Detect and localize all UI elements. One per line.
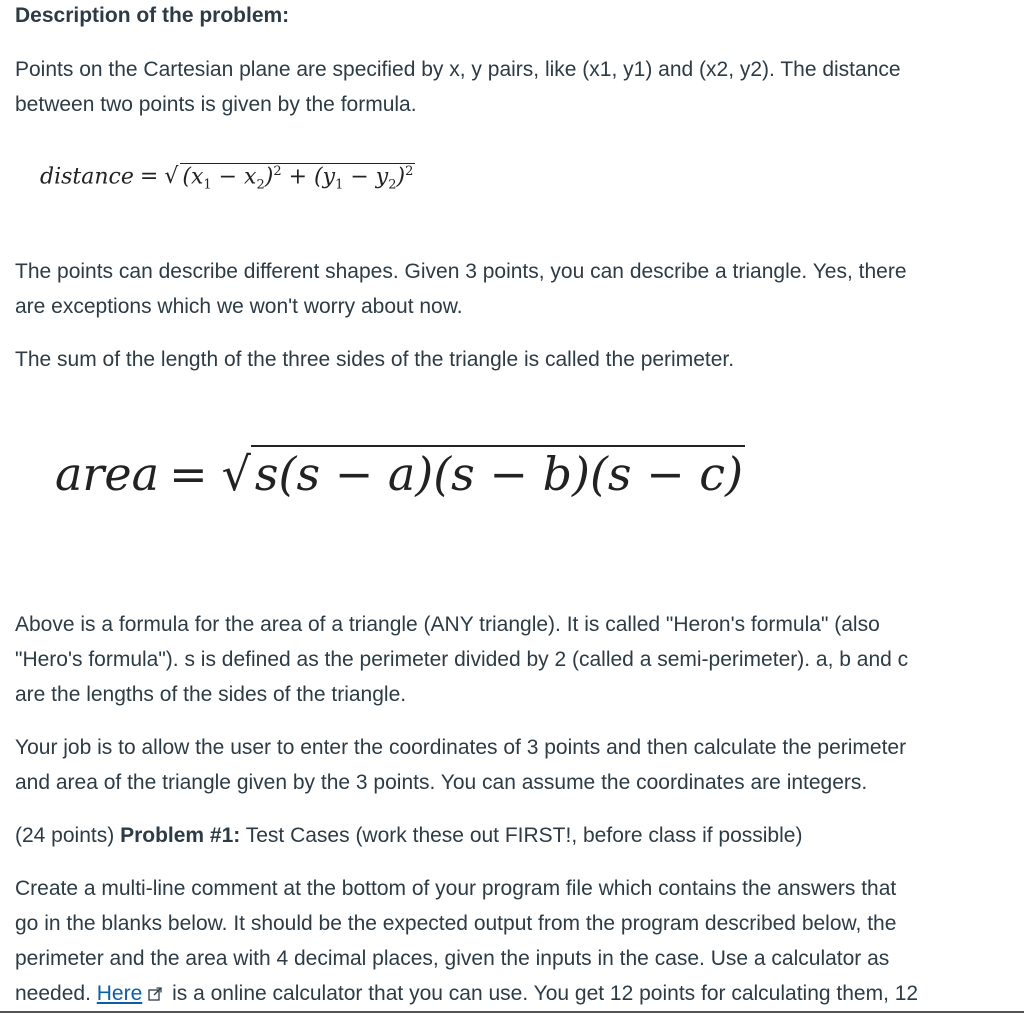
instructions-line-3: perimeter and the area with 4 decimal places, given the inputs in the case. Use a calculator as — [15, 947, 890, 970]
problem-label: Problem #1: — [120, 824, 241, 847]
distance-lhs: distance — [40, 164, 134, 190]
distance-sqrt-symbol: √ — [164, 164, 179, 190]
heron-line-3: are the lengths of the sides of the triangle. — [15, 683, 407, 706]
intro-paragraph — [15, 52, 1015, 122]
problem-heading-paragraph — [15, 818, 1015, 853]
distance-radicand: $(x_1 - x_2)^2 + (y_1 - y_2)^2$ — [182, 164, 414, 193]
distance-equals: = — [139, 164, 159, 190]
instructions-line-2: go in the blanks below. It should be the expected output from the program described below, the — [15, 912, 897, 935]
calculator-link[interactable]: Here — [96, 982, 143, 1005]
instructions-paragraph — [15, 871, 1015, 1011]
instructions-line-4: needed. Here is a online calculator that you can use. You get 12 points for calculating them, 12 — [15, 982, 919, 1005]
problem-points: (24 points) — [15, 824, 121, 847]
page-title: Description of the problem: — [15, 4, 290, 27]
heron-formula — [55, 445, 745, 501]
heron-paragraph — [15, 607, 1015, 712]
perimeter-paragraph: The sum of the length of the three sides of the triangle is called the perimeter. — [15, 348, 735, 371]
area-radicand: s(s − a)(s − b)(s − c) — [251, 445, 745, 501]
problem-description: Test Cases (work these out FIRST!, before class if possible) — [240, 824, 803, 847]
page-bottom-divider — [0, 1011, 1024, 1013]
intro-line-1: Points on the Cartesian plane are specified by x, y pairs, like (x1, y1) and (x2, y2). The distance — [15, 58, 901, 81]
heron-line-1: Above is a formula for the area of a triangle (ANY triangle). It is called "Heron's formula" (also — [15, 613, 880, 636]
shapes-line-1: The points can describe different shapes. Given 3 points, you can describe a triangle. Yes, there — [15, 260, 907, 283]
external-link-icon[interactable] — [148, 987, 162, 1001]
shapes-line-2: are exceptions which we won't worry about now. — [15, 295, 463, 318]
intro-line-2: between two points is given by the formula. — [15, 93, 417, 116]
area-sqrt-symbol: √ — [221, 447, 251, 501]
job-line-1: Your job is to allow the user to enter the coordinates of 3 points and then calculate the perimeter — [15, 736, 907, 759]
area-equals: = — [169, 447, 208, 501]
job-line-2: and area of the triangle given by the 3 points. You can assume the coordinates are integers. — [15, 771, 868, 794]
distance-formula — [40, 163, 415, 193]
heron-line-2: "Hero's formula"). s is defined as the perimeter divided by 2 (called a semi-perimeter). a, b and c — [15, 648, 909, 671]
job-paragraph — [15, 730, 1015, 800]
instructions-line-1: Create a multi-line comment at the bottom of your program file which contains the answers that — [15, 877, 897, 900]
shapes-paragraph — [15, 254, 1015, 324]
area-lhs: area — [55, 447, 160, 501]
